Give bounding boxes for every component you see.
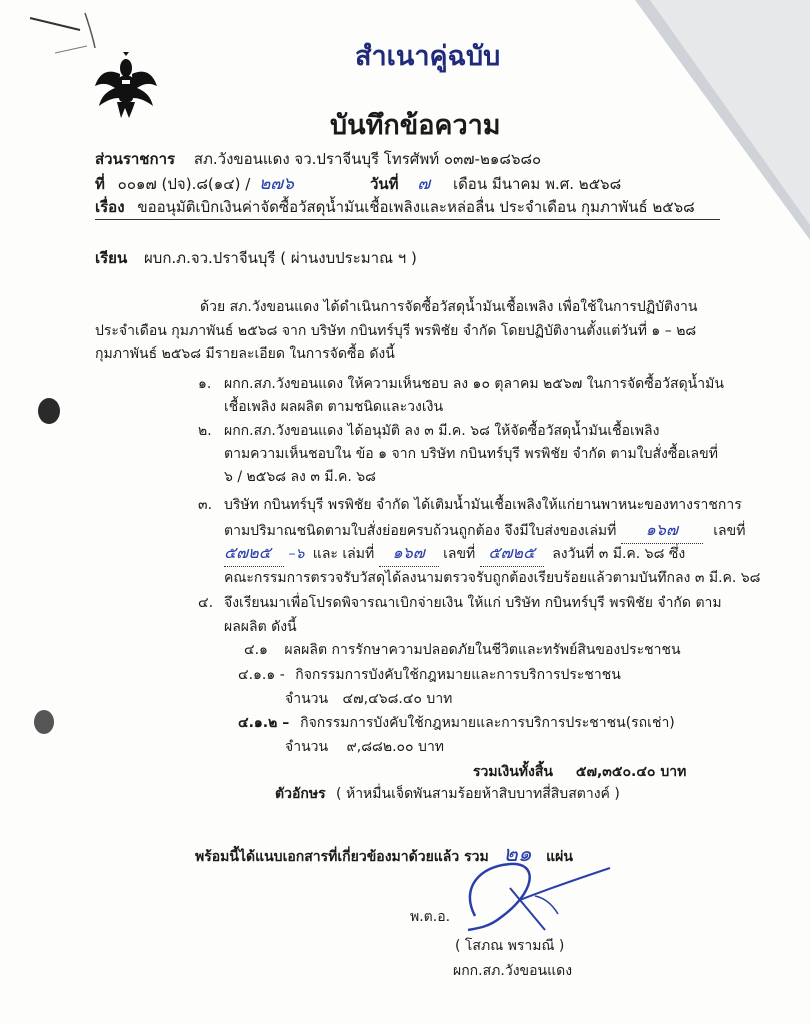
- attachment-text: พร้อมนี้ได้แนบเอกสารที่เกี่ยวข้องมาด้วยแล้ว รวม: [195, 849, 489, 865]
- subject-row: [95, 195, 695, 219]
- activity-2-amount-label: จำนวน: [285, 739, 329, 755]
- item-3-line-3: [224, 541, 685, 567]
- ref-label: ที่: [95, 175, 105, 193]
- item-3-line-2-text: ตามปริมาณชนิดตามใบสั่งย่อยครบถ้วนถูกต้อง จึงมีใบส่งของเล่มที่: [224, 523, 617, 539]
- item-2-line-3: ๖ / ๒๕๖๘ ลง ๓ มี.ค. ๖๘: [224, 469, 376, 485]
- item-3-line-4: คณะกรรมการตรวจรับวัสดุได้ลงนามตรวจรับถูกต้องเรียบร้อยแล้วตามบันทึกลง ๓ มี.ค. ๖๘: [224, 570, 761, 586]
- garuda-emblem-icon: [95, 52, 157, 120]
- item-2-line-1: ผกก.สภ.วังขอนแดง ได้อนุมัติ ลง ๓ มี.ค. ๖๘ ให้จัดซื้อวัสดุน้ำมันเชื้อเพลิง: [224, 423, 660, 439]
- signer-name: ( โสภณ พรามณี ): [455, 938, 565, 954]
- delivery-book-number-1: ๑๖๗: [621, 518, 703, 544]
- activity-2-text: กิจกรรมการบังคับใช้กฎหมายและการบริการประชาชน(รถเช่า): [300, 715, 675, 731]
- item-1-line-2: เชื้อเพลิง ผลผลิต ตามชนิดและวงเงิน: [224, 399, 444, 415]
- activity-2-amount: ๙,๘๘๒.๐๐ บาท: [346, 739, 445, 755]
- salutation-value: ผบก.ภ.จว.ปราจีนบุรี ( ผ่านงบประมาณ ฯ ): [144, 249, 417, 267]
- item-3-date-text: ลงวันที่ ๓ มี.ค. ๖๘ ซึ่ง: [552, 546, 686, 562]
- item-3-number: ๓.: [198, 497, 213, 513]
- item-1-number: ๑.: [198, 376, 212, 392]
- output-text: ผลผลิต การรักษาความปลอดภัยในชีวิตและทรัพย์สินของประชาชน: [284, 642, 681, 658]
- total-label: รวมเงินทั้งสิ้น: [473, 764, 553, 780]
- delivery-book-number-2: ๑๖๗: [379, 541, 439, 567]
- salutation-row: [95, 246, 417, 270]
- attachment-count-handwritten: ๒๑: [503, 842, 532, 867]
- item-3-and-book-label: และ เล่มที่: [312, 546, 375, 562]
- activity-1-number: ๔.๑.๑ -: [238, 667, 285, 683]
- activity-2-row: [238, 712, 675, 734]
- item-2-number: ๒.: [198, 423, 212, 439]
- item-3-number-label-2: เลขที่: [443, 546, 476, 562]
- scribble-mark: [25, 8, 120, 58]
- intro-line-1: ด้วย สภ.วังขอนแดง ได้ดำเนินการจัดซื้อวัสดุน้ำมันเชื้อเพลิง เพื่อใช้ในการปฏิบัติงาน: [200, 299, 698, 315]
- salutation-label: เรียน: [95, 249, 128, 267]
- subject-value: ขออนุมัติเบิกเงินค่าจัดซื้อวัสดุน้ำมันเชื้อเพลิงและหล่อลื่น ประจำเดือน กุมภาพันธ์ ๒๕๖๘: [137, 198, 695, 216]
- amount-in-words-value: ( ห้าหมื่นเจ็ดพันสามร้อยห้าสิบบาทสี่สิบสตางค์ ): [336, 786, 620, 802]
- amount-in-words-label: ตัวอักษร: [275, 786, 326, 802]
- activity-2-amount-row: [285, 736, 444, 758]
- total-row: [473, 761, 686, 783]
- intro-line-2: ประจำเดือน กุมภาพันธ์ ๒๕๖๘ จาก บริษัท กบินทร์บุรี พรพิชัย จำกัด โดยปฏิบัติงานตั้งแต่วันที่ ๑ – ๒๘: [95, 323, 697, 339]
- activity-1-amount: ๔๗,๔๖๘.๔๐ บาท: [342, 691, 453, 707]
- item-3-number-label-1: เลขที่: [713, 523, 746, 539]
- delivery-number-1: ๕๗๒๕: [224, 541, 284, 567]
- output-number: ๔.๑: [244, 642, 268, 658]
- delivery-number-suffix: –๖: [288, 546, 305, 562]
- memo-title: บันทึกข้อความ: [330, 110, 501, 141]
- item-1-line-1: ผกก.สภ.วังขอนแดง ให้ความเห็นชอบ ลง ๑๐ ตุลาคม ๒๕๖๗ ในการจัดซื้อวัสดุน้ำมัน: [224, 376, 724, 392]
- amount-in-words-row: [275, 783, 620, 805]
- date-label: วันที่: [370, 175, 399, 193]
- subject-label: เรื่อง: [95, 198, 125, 216]
- output-row: [244, 639, 681, 661]
- signature-scribble: [440, 858, 615, 938]
- punch-hole: [34, 710, 54, 734]
- activity-2-number: ๔.๑.๒ –: [238, 715, 290, 731]
- signer-rank: พ.ต.อ.: [410, 909, 451, 925]
- ref-value: ๐๐๑๗ (ปจ).๘(๑๔) /: [117, 175, 251, 193]
- agency-label: ส่วนราชการ: [95, 150, 176, 168]
- activity-1-amount-label: จำนวน: [285, 691, 329, 707]
- date-day-handwritten: ๗: [417, 174, 431, 194]
- agency-row: [95, 147, 541, 171]
- attachment-unit: แผ่น: [546, 849, 573, 865]
- punch-hole: [38, 398, 60, 424]
- agency-value: สภ.วังขอนแดง จว.ปราจีนบุรี โทรศัพท์ ๐๓๗-๒๑๘๖๘๐: [193, 150, 542, 168]
- ref-row: [95, 170, 294, 197]
- ref-number-handwritten: ๒๗๖: [259, 174, 294, 194]
- item-4-line-1: จึงเรียนมาเพื่อโปรดพิจารณาเบิกจ่ายเงิน ให้แก่ บริษัท กบินทร์บุรี พรพิชัย จำกัด ตาม: [224, 595, 722, 611]
- delivery-number-2: ๕๗๒๕: [480, 541, 544, 567]
- item-2-line-2: ตามความเห็นชอบใน ข้อ ๑ จาก บริษัท กบินทร์บุรี พรพิชัย จำกัด ตามใบสั่งซื้อเลขที่: [224, 446, 718, 462]
- copy-stamp: สำเนาคู่ฉบับ: [355, 41, 501, 72]
- total-value: ๕๗,๓๕๐.๔๐ บาท: [575, 764, 687, 780]
- item-3-line-1: บริษัท กบินทร์บุรี พรพิชัย จำกัด ได้เติมน้ำมันเชื้อเพลิงให้แก่ยานพาหนะของทางราชการ: [224, 497, 742, 513]
- date-rest: เดือน มีนาคม พ.ศ. ๒๕๖๘: [452, 175, 622, 193]
- date-row: [370, 170, 621, 197]
- signer-position: ผกก.สภ.วังขอนแดง: [453, 963, 573, 979]
- activity-1-row: [238, 664, 621, 686]
- folded-corner-highlight: [650, 0, 810, 225]
- header-divider: [95, 219, 720, 220]
- activity-1-text: กิจกรรมการบังคับใช้กฎหมายและการบริการประชาชน: [295, 667, 621, 683]
- item-4-line-2: ผลผลิต ดังนี้: [224, 619, 297, 635]
- activity-1-amount-row: [285, 688, 452, 710]
- intro-line-3: กุมภาพันธ์ ๒๕๖๘ มีรายละเอียด ในการจัดซื้อ ดังนี้: [95, 346, 395, 362]
- item-4-number: ๔.: [198, 595, 214, 611]
